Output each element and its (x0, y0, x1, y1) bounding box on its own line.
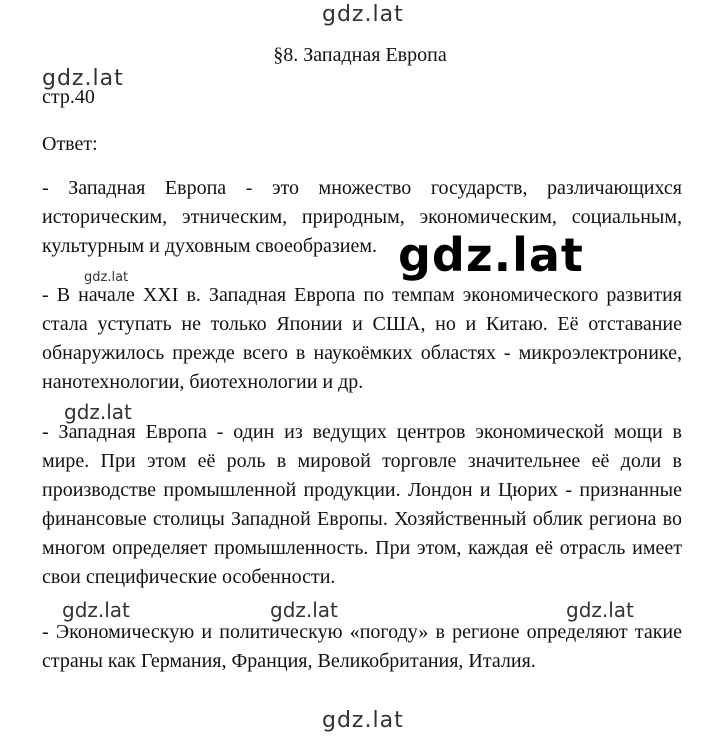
watermark-middle: gdz.lat (64, 400, 132, 424)
paragraph-1: - Западная Европа - это множество государств, различающихся историческим, этническим, природным, экономическим, социальным, культурным и духовным своеобразием. (42, 177, 682, 257)
page-reference: стр.40 (42, 86, 95, 108)
watermark-bottom: gdz.lat (322, 708, 404, 733)
page-title: §8. Западная Европа (273, 44, 447, 66)
paragraph-3: - Западная Европа - один из ведущих центров экономической мощи в мире. При этом её роль в мировой торговле значительнее её доли в производстве промышленной продукции. Лондон и Цюрих - признанные финансовые столицы Западной Европы. Хозяйственный облик региона во многом определяет промышленность. При этом, каждая её отрасль имеет свои специфические особенности. (42, 421, 682, 588)
watermark-top: gdz.lat (322, 2, 404, 27)
watermark-left: gdz.lat (42, 66, 124, 91)
watermark-row-center: gdz.lat (270, 598, 338, 622)
paragraph-2: - В начале XXI в. Западная Европа по темпам экономического развития стала уступать не только Японии и США, но и Китаю. Её отставание обнаружилось прежде всего в наукоёмких областях - микроэлектронике, нанотехнологии, биотехнологии и др. (42, 284, 682, 393)
watermark-small: gdz.lat (84, 270, 129, 285)
watermark-row-left: gdz.lat (62, 598, 130, 622)
watermark-large: gdz.lat (398, 228, 584, 282)
answer-label: Ответ: (42, 133, 98, 155)
watermark-row-right: gdz.lat (566, 598, 634, 622)
paragraph-4: - Экономическую и политическую «погоду» в регионе определяют такие страны как Германия, Франция, Великобритания, Италия. (42, 621, 682, 672)
